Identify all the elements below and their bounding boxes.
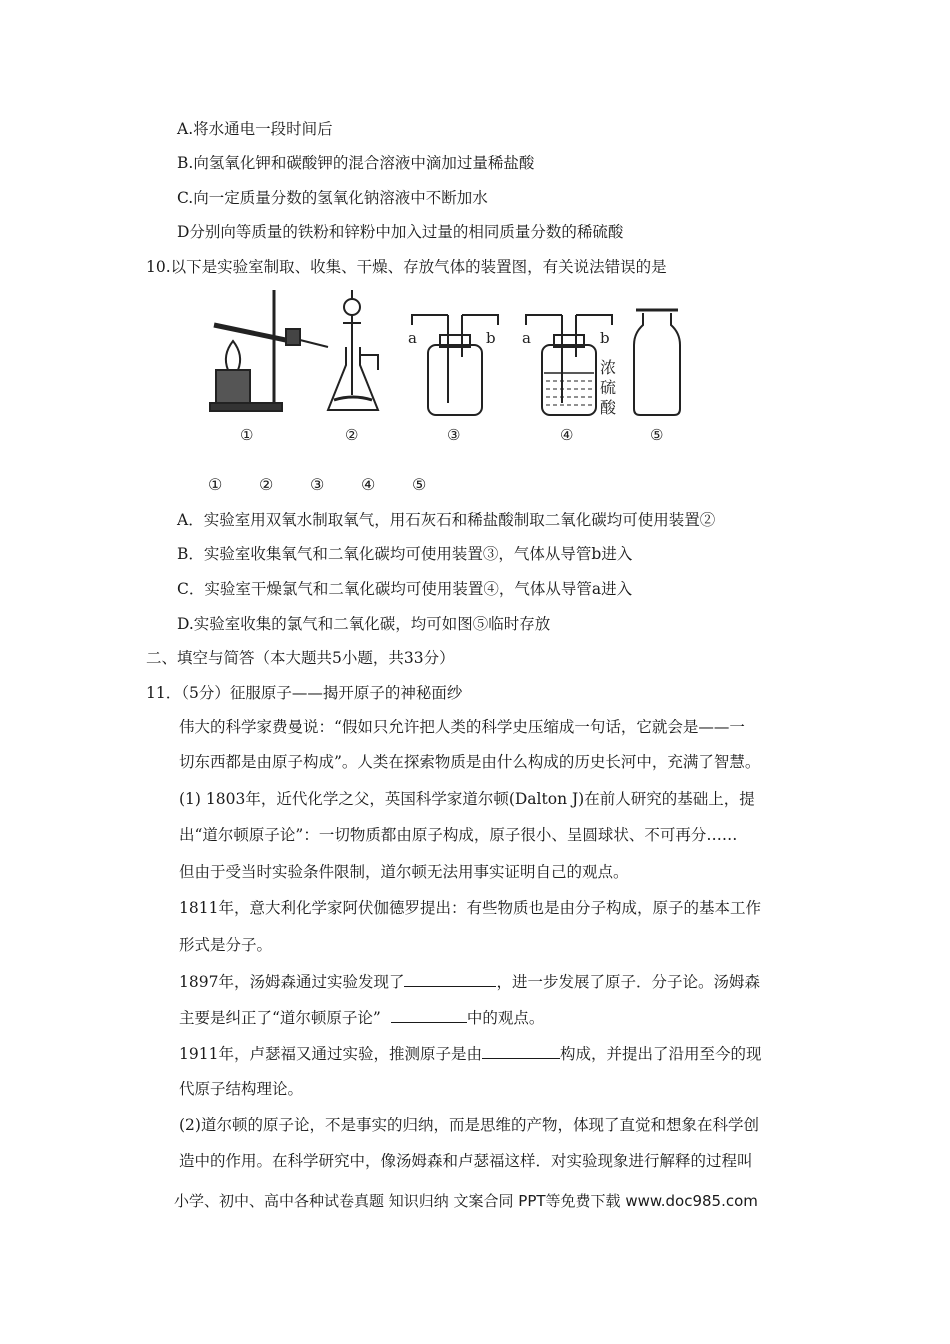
q11-1897-line-2 [179,1006,544,1029]
q11-paragraph-1-line-1: 伟大的科学家费曼说：“假如只允许把人类的科学史压缩成一句话，它就会是——一 [179,718,745,736]
q11-1897-line-1 [179,970,760,993]
choice-number-5: ⑤ [412,475,427,494]
q11-part-2-line-2: 造中的作用。在科学研究中，像汤姆森和卢瑟福这样．对实验现象进行解释的过程叫 [179,1152,753,1170]
q11-1911-line-1 [179,1042,761,1065]
q10-option-c: C．实验室干燥氯气和二氧化碳均可使用装置④，气体从导管a进入 [177,580,633,598]
q11-1811-line-2: 形式是分子。 [179,936,273,954]
apparatus-figure [200,285,700,450]
q10-option-b: B．实验室收集氧气和二氧化碳均可使用装置③，气体从导管b进入 [177,545,633,563]
q9-option-b: B.向氢氧化钾和碳酸钾的混合溶液中滴加过量稀盐酸 [177,154,535,172]
q11-paragraph-1-line-2: 切东西都是由原子构成”。人类在探索物质是由什么构成的历史长河中，充满了智慧。 [179,753,761,771]
tube-label-a2: a [522,329,531,347]
q10-option-a: A．实验室用双氧水制取氧气，用石灰石和稀盐酸制取二氧化碳均可使用装置② [177,511,716,529]
reagent-char-1: 浓 [600,358,617,377]
q9-option-d: D分别向等质量的铁粉和锌粉中加入过量的相同质量分数的稀硫酸 [177,223,624,241]
q11-1911-text-after: 构成，并提出了沿用至今的现 [559,1045,762,1063]
q11-1911-text-before: 1911年，卢瑟福又通过实验，推测原子是由 [179,1045,482,1063]
q11-1811-line-1: 1811年，意大利化学家阿伏伽德罗提出：有些物质也是由分子构成，原子的基本工作 [179,899,761,917]
apparatus-2 [328,290,378,410]
choice-number-3: ③ [310,475,325,494]
q10-option-d: D.实验室收集的氯气和二氧化碳，均可如图⑤临时存放 [177,615,551,633]
q11-1897-text-before: 1897年，汤姆森通过实验发现了 [179,973,405,991]
figure-label-4: ④ [560,426,574,444]
figure-label-5: ⑤ [650,426,664,444]
section-2-heading: 二、填空与简答（本大题共5小题，共33分） [146,649,455,667]
q11-1897-l2-text-after: 中的观点。 [466,1009,545,1027]
q11-part-1-line-1: (1) 1803年，近代化学之父，英国科学家道尔顿(Dalton J)在前人研究的基础上，提 [179,790,755,808]
apparatus-1 [210,290,328,411]
q11-1911-line-2: 代原子结构理论。 [179,1080,304,1098]
figure-label-3: ③ [447,426,461,444]
choice-number-4: ④ [361,475,376,494]
choice-number-2: ② [259,475,274,494]
q11-1897-text-after: ，进一步发展了原子．分子论。汤姆森 [496,973,760,991]
q10-stem: 10.以下是实验室制取、收集、干燥、存放气体的装置图，有关说法错误的是 [146,258,667,276]
answer-blank-2[interactable] [391,1006,467,1023]
apparatus-5 [634,310,680,415]
answer-blank-3[interactable] [482,1042,560,1059]
choice-number-1: ① [208,475,223,494]
answer-blank-1[interactable] [404,970,496,987]
q9-option-a: A.将水通电一段时间后 [177,120,333,138]
figure-label-1: ① [240,426,254,444]
tube-label-b1: b [486,329,496,347]
reagent-char-3: 酸 [600,398,617,417]
q9-option-c: C.向一定质量分数的氢氧化钠溶液中不断加水 [177,189,488,207]
q11-part-1-line-3: 但由于受当时实验条件限制，道尔顿无法用事实证明自己的观点。 [179,863,629,881]
q11-title: 11．（5分）征服原子——揭开原子的神秘面纱 [146,684,463,702]
apparatus-diagram [200,285,700,450]
q11-1897-l2-text-before: 主要是纠正了“道尔顿原子论” [179,1009,381,1027]
tube-label-b2: b [600,329,610,347]
q11-part-2-line-1: (2)道尔顿的原子论，不是事实的归纳，而是思维的产物，体现了直觉和想象在科学创 [179,1116,759,1134]
page-footer: 小学、初中、高中各种试卷真题 知识归纳 文案合同 PPT等免费下载 www.doc985.com [174,1192,758,1210]
q11-part-1-line-2: 出“道尔顿原子论”：一切物质都由原子构成，原子很小、呈圆球状、不可再分…… [179,826,738,844]
reagent-char-2: 硫 [600,378,617,397]
figure-label-2: ② [345,426,359,444]
tube-label-a1: a [408,329,417,347]
